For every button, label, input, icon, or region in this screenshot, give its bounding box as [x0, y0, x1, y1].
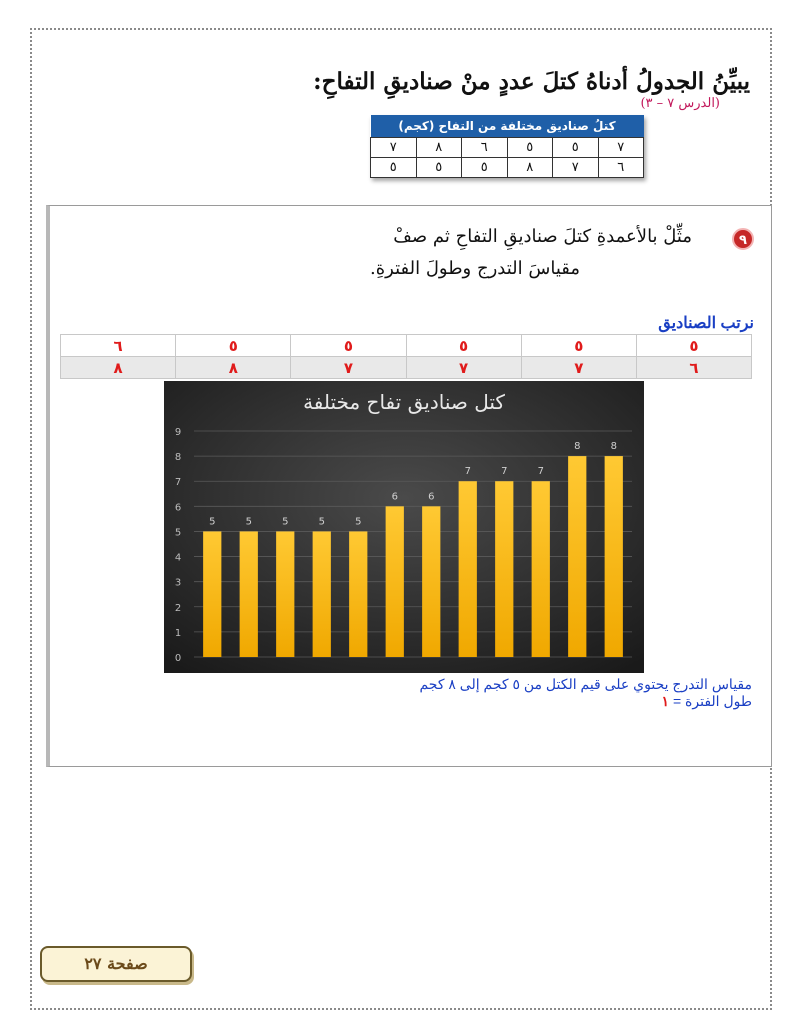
bar-value-label: 5 — [245, 516, 252, 528]
page-number-badge: صفحة ٢٧ — [40, 946, 192, 982]
bar-value-label: 8 — [610, 441, 617, 453]
bar-chart — [164, 381, 644, 673]
table-cell: ٨ — [176, 357, 291, 379]
table-row — [61, 357, 752, 379]
y-tick-label: 9 — [174, 427, 182, 438]
table-cell: ٦ — [61, 335, 176, 357]
answer-line-2 — [419, 693, 752, 710]
y-tick-label: 3 — [174, 577, 182, 589]
table-cell: ٧ — [406, 357, 521, 379]
bar — [240, 531, 258, 657]
answer-line-2-value: ١ — [661, 693, 670, 709]
lesson-reference: (الدرس ٧ – ٣) — [640, 96, 720, 111]
bar — [313, 531, 331, 657]
y-tick-label: 6 — [174, 502, 182, 514]
table-cell: ٧ — [553, 157, 599, 177]
bar-value-label: 7 — [501, 466, 508, 478]
y-tick-label: 2 — [174, 602, 182, 614]
table-cell: ٦ — [636, 357, 751, 379]
bar-value-label: 7 — [464, 466, 471, 478]
bar — [568, 456, 586, 657]
intro-title: يبيِّنُ الجدولُ أدناهُ كتلَ عددٍ منْ صناديقِ التفاحِ: — [313, 68, 750, 95]
sorted-table — [60, 334, 752, 379]
bar — [349, 531, 367, 657]
table-cell: ٥ — [291, 335, 406, 357]
table-cell: ٥ — [371, 157, 417, 177]
chart-title: كتل صناديق تفاح مختلفة — [303, 390, 505, 414]
answer-line-2-prefix: طول الفترة = — [669, 693, 752, 709]
table-cell: ٨ — [61, 357, 176, 379]
table-row — [371, 157, 644, 177]
y-tick-label: 1 — [174, 627, 182, 639]
question-line-1: مثِّلْ بالأعمدةِ كتلَ صناديقِ التفاحِ ثم صفْ — [393, 226, 692, 247]
bar-value-label: 8 — [574, 441, 581, 453]
table-cell: ٥ — [176, 335, 291, 357]
bar — [203, 531, 221, 657]
bar — [386, 506, 404, 657]
table-cell: ٥ — [636, 335, 751, 357]
bar — [422, 506, 440, 657]
bar-value-label: 5 — [282, 516, 289, 528]
mass-table-header: كتلُ صناديق مختلفة من التفاح (كجم) — [371, 115, 644, 137]
sorted-heading: نرتب الصناديق — [658, 315, 754, 332]
table-row — [61, 335, 752, 357]
answer-text — [419, 676, 752, 710]
bar-value-label: 6 — [428, 491, 435, 503]
table-cell: ٦ — [462, 137, 508, 157]
bar-value-label: 7 — [537, 466, 544, 478]
y-tick-label: 7 — [174, 477, 182, 489]
question-number-badge: ٩ — [732, 228, 754, 250]
table-cell: ٥ — [416, 157, 462, 177]
table-cell: ٥ — [406, 335, 521, 357]
bar — [276, 531, 294, 657]
table-cell: ٥ — [521, 335, 636, 357]
bar-value-label: 5 — [209, 516, 216, 528]
table-cell: ٧ — [291, 357, 406, 379]
table-cell: ٦ — [598, 157, 644, 177]
y-tick-label: 4 — [174, 552, 182, 564]
table-row — [371, 137, 644, 157]
table-cell: ٥ — [553, 137, 599, 157]
y-tick-label: 5 — [174, 527, 182, 539]
table-cell: ٧ — [598, 137, 644, 157]
bar — [605, 456, 623, 657]
y-tick-label: 0 — [174, 653, 182, 664]
table-cell: ٧ — [521, 357, 636, 379]
table-cell: ٥ — [507, 137, 553, 157]
bar-value-label: 5 — [318, 516, 325, 528]
intro — [313, 68, 750, 95]
table-cell: ٥ — [462, 157, 508, 177]
bar — [459, 481, 477, 657]
table-cell: ٨ — [507, 157, 553, 177]
apple-mass-table — [370, 115, 644, 178]
bar — [532, 481, 550, 657]
bar — [495, 481, 513, 657]
y-tick-label: 8 — [174, 452, 182, 464]
table-cell: ٨ — [416, 137, 462, 157]
question-line-2: مقياسَ التدرج وطولَ الفترةِ. — [370, 258, 580, 279]
bar-value-label: 6 — [391, 491, 398, 503]
table-cell: ٧ — [371, 137, 417, 157]
answer-line-1: مقياس التدرج يحتوي على قيم الكتل من ٥ كجم إلى ٨ كجم — [419, 676, 752, 692]
bar-value-label: 5 — [355, 516, 362, 528]
